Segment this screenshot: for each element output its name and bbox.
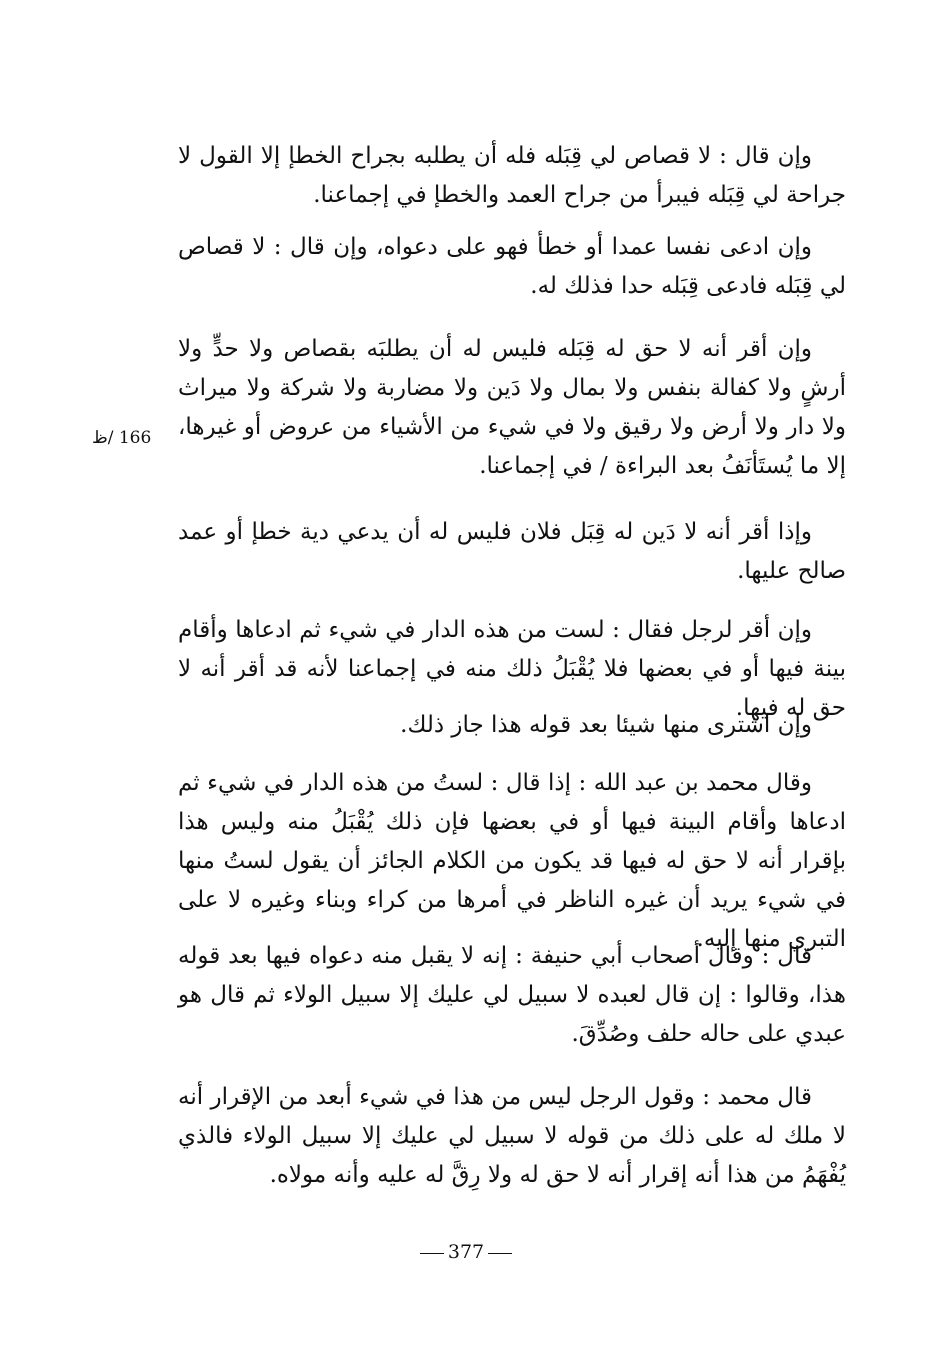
body-text	[178, 764, 846, 959]
paragraph-7: وقال محمد بن عبد الله : إذا قال : لستُ من هذه الدار في شيء ثم ادعاها وأقام البينة فيها أو في بعضها فإن ذلك يُقْبَلُ منه وليس هذا بإقرار أنه لا حق له فيها قد يكون من الكلام الجائز أن يقول لستُ منها في شيء يريد أن غيره الناظر في أمرها من كراء وبناء وغيره لا على التبري منها إليه.	[178, 770, 846, 952]
body-text	[178, 137, 846, 215]
dash-left	[420, 1253, 444, 1254]
body-text	[178, 513, 846, 591]
body-text	[178, 228, 846, 306]
page-number-footer	[0, 1240, 932, 1264]
dash-right	[488, 1253, 512, 1254]
body-text	[178, 937, 846, 1054]
paragraph-6: وإن اشترى منها شيئا بعد قوله هذا جاز ذلك.	[400, 712, 812, 738]
paragraph-5: وإن أقر لرجل فقال : لست من هذه الدار في شيء ثم ادعاها وأقام بينة فيها أو في بعضها فلا يُقْبَلُ ذلك منه في إجماعنا لأنه قد أقر أنه لا حق له فيها.	[178, 617, 846, 721]
paragraph-1: وإن قال : لا قصاص لي قِبَله فله أن يطلبه بجراح الخطإ إلا القول لا جراحة لي قِبَله فيبرأ من جراح العمد والخطإ في إجماعنا.	[178, 143, 846, 208]
body-text	[178, 330, 846, 486]
paragraph-2: وإن ادعى نفسا عمدا أو خطأ فهو على دعواه، وإن قال : لا قصاص لي قِبَله فادعى قِبَله حدا فذلك له.	[178, 234, 846, 299]
paragraph-4: وإذا أقر أنه لا دَين له قِبَل فلان فليس له أن يدعي دية خطإ أو عمد صالح عليها.	[178, 519, 846, 584]
body-text	[178, 706, 846, 745]
paragraph-3: وإن أقر أنه لا حق له قِبَله فليس له أن يطلبَه بقصاص ولا حدٍّ ولا أرشٍ ولا كفالة بنفس ولا بمال ولا دَين ولا مضاربة ولا شركة ولا ميراث ولا دار ولا أرض ولا رقيق ولا في شيء من الأشياء من عروض أو غيرها، إلا ما يُستَأنَفُ بعد البراءة / في إجماعنا.	[178, 336, 846, 479]
page-number: 377	[447, 1241, 485, 1263]
paragraph-8: قال : وقال أصحاب أبي حنيفة : إنه لا يقبل منه دعواه فيها بعد قوله هذا، وقالوا : إن قال لعبده لا سبيل لي عليك إلا سبيل الولاء ثم قال هو عبدي على حاله حلف وصُدِّقَ.	[178, 943, 846, 1047]
folio-marker: 166 /ظ	[92, 428, 152, 448]
paragraph-9: قال محمد : وقول الرجل ليس من هذا في شيء أبعد من الإقرار أنه لا ملك له على ذلك من قوله لا سبيل لي عليك إلا سبيل الولاء فالذي يُفْهَمُ من هذا أنه إقرار أنه لا حق له ولا رِقَّ له عليه وأنه مولاه.	[178, 1084, 846, 1188]
body-text	[178, 1078, 846, 1195]
